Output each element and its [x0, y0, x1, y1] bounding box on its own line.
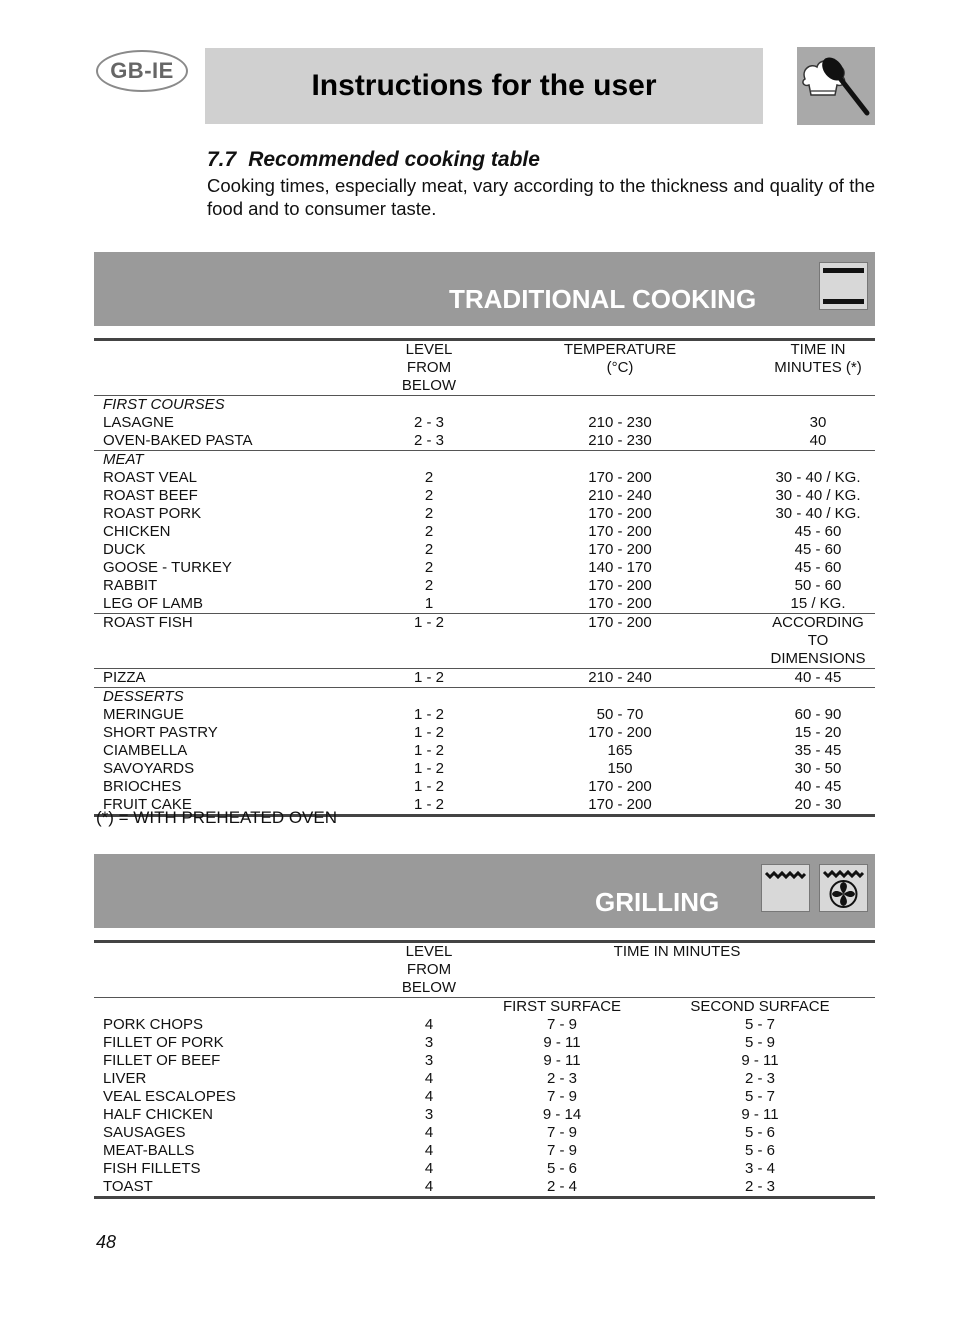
table-row: PORK CHOPS 4 7 - 9 5 - 7	[103, 1016, 775, 1033]
fan-grill-icon	[819, 864, 868, 912]
table-row: CIAMBELLA 1 - 2 165 35 - 45	[103, 742, 842, 759]
table-row: VEAL ESCALOPES 4 7 - 9 5 - 7	[103, 1088, 775, 1105]
traditional-cooking-table: LEVEL TEMPERATURE TIME IN FROM BELOW (°C) MINUTES (*) FIRST COURSES LASAGNE 2 - 3 210 - 230 30 OVEN-BAKED PASTA 2 - 3 210 - 230 40 MEAT ROAST VEAL 2 170 - 200 30 - 40 / KG. ROAST BEEF 2 210 - 240 30 - 40 / KG. ROAST PORK 2 170 - 200 30 - 40 / KG. CHICKEN 2 170 - 200 45 - 60 DUCK 2 170 - 200 45 - 60 GOOSE - TURKEY 2 140 - 170 45 - 60 RABBIT 2 170 - 200 50 - 60 LEG OF LAMB 1 170 - 200 15 / KG. ROAST FISH 1 - 2 170 - 200 ACCORDING TO DIMENSIONS PIZZA 1 - 2 210 - 240 40 - 45 DESSERTS MERINGUE 1 - 2 50 - 70 60 - 90 SHORT PASTRY 1 - 2 170 - 200 15 - 20 CIAMBELLA 1 - 2 165 35 - 45 SAVOYARDS 1 - 2 150 30 - 50 BRIOCHES 1 - 2 170 - 200 40 - 45 FRUIT CAKE 1 - 2 170 - 200 20 - 30	[94, 338, 875, 817]
top-bottom-heat-icon	[819, 262, 868, 310]
temperature-header: TEMPERATURE	[563, 341, 677, 358]
table-row: PIZZA 1 - 2 210 - 240 40 - 45	[94, 669, 875, 688]
grill-element-icon	[761, 864, 810, 912]
table-row-continuation: DIMENSIONS	[770, 650, 866, 667]
chef-spoon-icon	[797, 47, 875, 125]
category-row: FIRST COURSES	[103, 396, 225, 413]
footnote: (*) = WITH PREHEATED OVEN	[96, 808, 338, 827]
category-row: MEAT	[94, 451, 875, 470]
table-row: ROAST FISH 1 - 2 170 - 200 ACCORDING TO	[94, 614, 875, 651]
category-row: DESSERTS	[94, 688, 875, 707]
section-number: 7.7	[207, 148, 237, 171]
table-row: MERINGUE 1 - 2 50 - 70 60 - 90	[103, 706, 842, 723]
surface-header-row	[94, 998, 875, 1017]
table-row: ROAST PORK 2 170 - 200 30 - 40 / KG.	[103, 505, 861, 522]
level-header: LEVEL	[405, 943, 453, 960]
grilling-table: LEVEL TIME IN MINUTES FROM BELOW FIRST SURFACE SECOND SURFACE PORK CHOPS 4 7 - 9 5 - 7 FILLET OF PORK 3 9 - 11 5 - 9 FILLET OF BEEF 3 9 - 11 9 - 11 LIVER 4 2 - 3 2 - 3 VEAL ESCALOPES 4 7 - 9 5 - 7 HALF CHICKEN 3 9 - 14 9 - 11 SAUSAGES 4 7 - 9 5 - 6 MEAT-BALLS 4 7 - 9 5 - 6 FISH FILLETS 4 5 - 6 3 - 4 TOAST 4 2 - 4 2 - 3	[94, 940, 875, 1199]
table-row: LEG OF LAMB 1 170 - 200 15 / KG.	[103, 595, 846, 612]
table-row: FILLET OF BEEF 3 9 - 11 9 - 11	[103, 1052, 779, 1069]
traditional-cooking-banner	[94, 252, 875, 326]
page-number: 48	[96, 1232, 117, 1252]
table-row: SHORT PASTRY 1 - 2 170 - 200 15 - 20	[103, 724, 842, 741]
page-title: Instructions for the user	[311, 69, 657, 102]
table-row: TOAST 4 2 - 4 2 - 3	[94, 1178, 875, 1198]
grilling-title: GRILLING	[595, 887, 720, 917]
table-row: BRIOCHES 1 - 2 170 - 200 40 - 45	[103, 778, 842, 795]
table-row: LASAGNE 2 - 3 210 - 230 30	[103, 414, 827, 431]
second-surface-header: SECOND SURFACE	[690, 998, 830, 1015]
table-row: MEAT-BALLS 4 7 - 9 5 - 6	[103, 1142, 775, 1159]
table-row: HALF CHICKEN 3 9 - 14 9 - 11	[103, 1106, 779, 1123]
table-row: GOOSE - TURKEY 2 140 - 170 45 - 60	[103, 559, 842, 576]
table-row: ROAST BEEF 2 210 - 240 30 - 40 / KG.	[103, 487, 861, 504]
table-row: ROAST VEAL 2 170 - 200 30 - 40 / KG.	[103, 469, 861, 486]
traditional-cooking-title: TRADITIONAL COOKING	[449, 284, 757, 314]
section-heading	[207, 148, 540, 172]
table-row: CHICKEN 2 170 - 200 45 - 60	[103, 523, 842, 540]
table-row: OVEN-BAKED PASTA 2 - 3 210 - 230 40	[103, 432, 827, 449]
language-badge: GB-IE	[96, 50, 188, 92]
header-title-box	[205, 48, 763, 124]
time-header: TIME IN	[790, 341, 846, 358]
table-row: RABBIT 2 170 - 200 50 - 60	[103, 577, 842, 594]
first-surface-header: FIRST SURFACE	[502, 998, 622, 1015]
time-header: TIME IN MINUTES	[613, 943, 741, 960]
table-row: DUCK 2 170 - 200 45 - 60	[103, 541, 842, 558]
table-row: LIVER 4 2 - 3 2 - 3	[103, 1070, 775, 1087]
table-row: FISH FILLETS 4 5 - 6 3 - 4	[103, 1160, 775, 1177]
table-row: FILLET OF PORK 3 9 - 11 5 - 9	[103, 1034, 775, 1051]
table-row: SAVOYARDS 1 - 2 150 30 - 50	[103, 760, 842, 777]
section-title: Recommended cooking table	[248, 148, 540, 171]
table-row: SAUSAGES 4 7 - 9 5 - 6	[103, 1124, 775, 1141]
grilling-banner	[94, 854, 875, 928]
table-row: FRUIT CAKE 1 - 2 170 - 200 20 - 30	[94, 796, 875, 816]
intro-paragraph: Cooking times, especially meat, vary according to the thickness and quality of the food and to consumer taste.	[207, 175, 875, 219]
level-header: LEVEL	[405, 341, 453, 358]
